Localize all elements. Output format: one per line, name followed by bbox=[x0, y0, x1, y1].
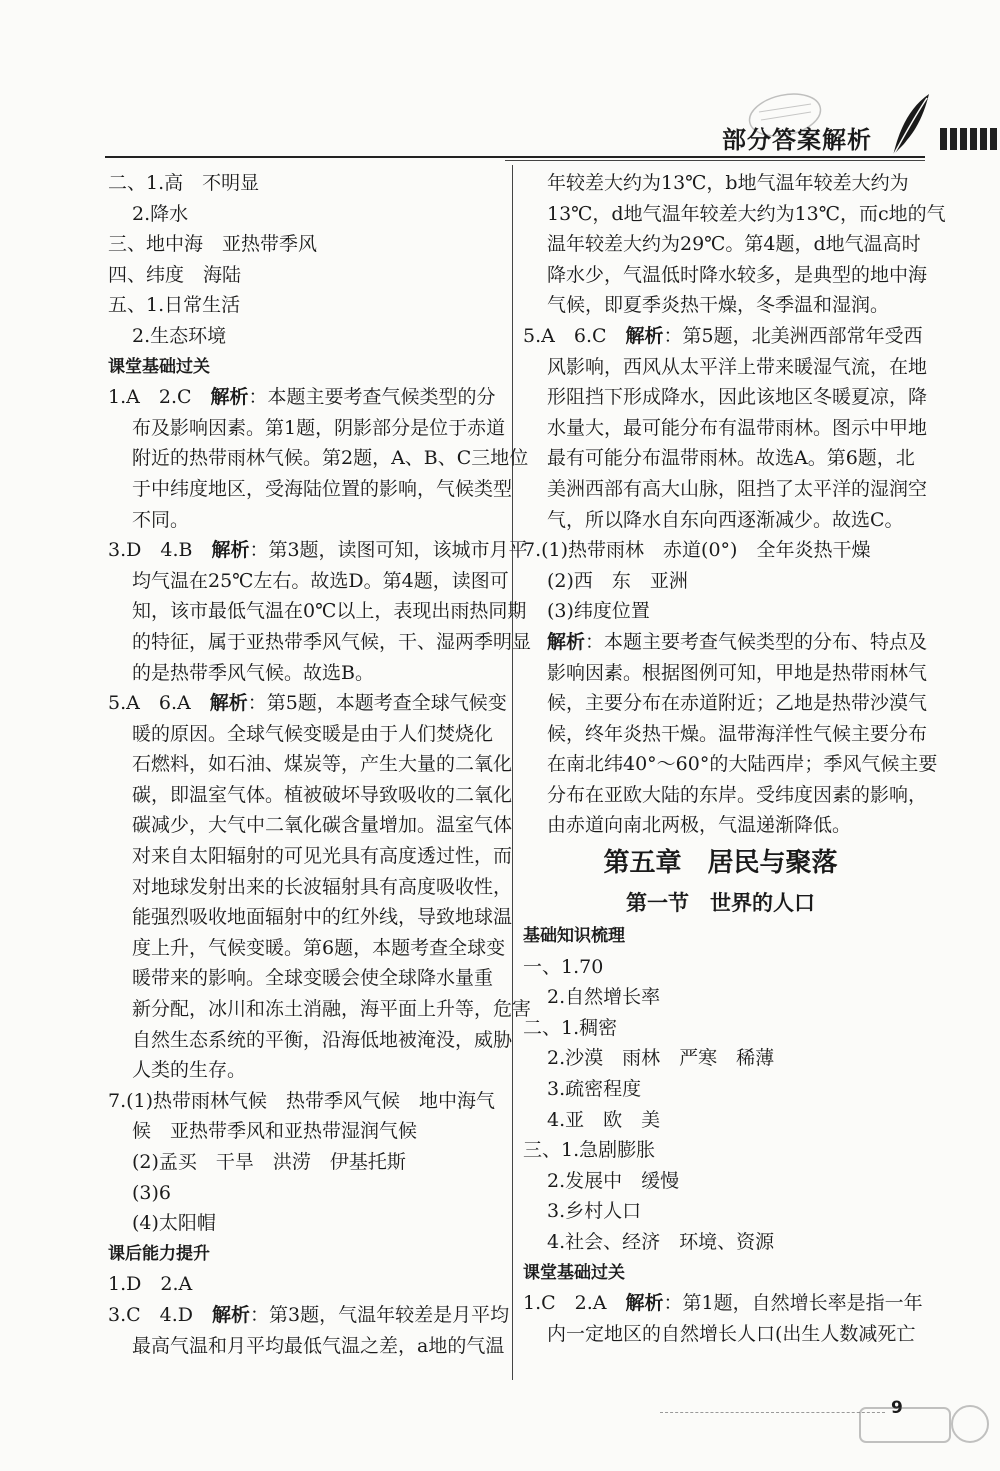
left-line bbox=[108, 1239, 508, 1270]
right-line bbox=[523, 1074, 918, 1105]
line-text: 碳减少，大气中二氧化碳含量增加。温室气体 bbox=[132, 814, 513, 837]
left-line bbox=[108, 596, 527, 627]
line-text: 5.A 6.C bbox=[523, 324, 626, 347]
right-line bbox=[523, 1319, 918, 1350]
line-text: (2)西 东 亚洲 bbox=[547, 569, 688, 592]
right-line bbox=[523, 352, 928, 383]
left-column bbox=[108, 168, 532, 1361]
right-line bbox=[523, 443, 918, 474]
right-line bbox=[523, 413, 928, 444]
line-text: (3)6 bbox=[132, 1181, 172, 1204]
line-text: 5.A 6.A bbox=[108, 692, 210, 715]
watermark-logo bbox=[850, 1400, 1000, 1460]
right-line bbox=[523, 921, 918, 952]
analysis-label: 解析 bbox=[547, 630, 586, 653]
line-text: 第五章 居民与聚落 bbox=[603, 848, 838, 879]
right-line bbox=[523, 952, 918, 983]
line-text: 课堂基础过关 bbox=[523, 1262, 625, 1283]
line-text: 第一节 世界的人口 bbox=[626, 891, 815, 916]
left-line bbox=[108, 1208, 508, 1239]
right-line bbox=[523, 780, 928, 811]
line-text: 温年较差大约为29℃。第4题，d地气温高时 bbox=[547, 233, 921, 256]
left-line bbox=[108, 963, 508, 994]
analysis-label: 解析 bbox=[625, 1292, 664, 1315]
line-text: 自然生态系统的平衡，沿海低地被淹没，威胁 bbox=[132, 1028, 513, 1051]
line-text: 人类的生存。 bbox=[132, 1059, 247, 1082]
line-text: 候，终年炎热干燥。温带海洋性气候主要分布 bbox=[547, 722, 928, 745]
left-line bbox=[108, 1300, 508, 1331]
line-text: 均气温在25℃左右。故选D。第4题，读图可 bbox=[132, 569, 509, 592]
analysis-label: 解析 bbox=[625, 324, 664, 347]
line-text: 布及影响因素。第1题，阴影部分是位于赤道 bbox=[132, 416, 506, 439]
left-line bbox=[108, 1331, 508, 1362]
line-text: 四、纬度 海陆 bbox=[108, 263, 242, 286]
line-text: 的特征，属于亚热带季风气候，干、湿两季明显 bbox=[132, 630, 532, 653]
line-text: 3.疏密程度 bbox=[547, 1078, 642, 1101]
right-line bbox=[523, 290, 918, 321]
line-text: 4.亚 欧 美 bbox=[547, 1108, 661, 1131]
header-decoration bbox=[940, 128, 1000, 154]
line-text: 一、1.70 bbox=[523, 955, 604, 978]
right-line bbox=[523, 168, 918, 199]
right-line bbox=[523, 719, 928, 750]
analysis-label: 解析 bbox=[212, 1303, 251, 1326]
line-text: 最高气温和月平均最低气温之差，a地的气温 bbox=[132, 1334, 505, 1357]
left-line bbox=[108, 168, 508, 199]
right-line bbox=[523, 199, 946, 230]
left-line bbox=[108, 260, 508, 291]
line-text: 能强烈吸收地面辐射中的红外线，导致地球温 bbox=[132, 906, 513, 929]
page-number: 9 bbox=[891, 1398, 903, 1418]
line-text: 对地球发射出来的长波辐射具有高度吸收性， bbox=[132, 875, 513, 898]
right-line bbox=[523, 1135, 918, 1166]
left-line bbox=[108, 1147, 508, 1178]
right-line bbox=[523, 1043, 918, 1074]
line-text: 于中纬度地区，受海陆位置的影响，气候类型 bbox=[132, 477, 513, 500]
line-text: 石燃料，如石油、煤炭等，产生大量的二氧化 bbox=[132, 753, 513, 776]
left-line bbox=[108, 872, 513, 903]
right-line bbox=[523, 1105, 918, 1136]
right-line bbox=[523, 841, 918, 885]
right-line bbox=[523, 749, 938, 780]
line-text: 3.D 4.B bbox=[108, 539, 212, 562]
left-line bbox=[108, 902, 513, 933]
line-text: 最有可能分布温带雨林。故选A。第6题，北 bbox=[547, 447, 915, 470]
quill-icon bbox=[885, 90, 935, 160]
line-text: 内一定地区的自然增长人口(出生人数减死亡 bbox=[547, 1322, 916, 1345]
line-text: 2.沙漠 雨林 严寒 稀薄 bbox=[547, 1047, 775, 1070]
right-line bbox=[523, 1166, 918, 1197]
left-line bbox=[108, 627, 532, 658]
line-text: 3.C 4.D bbox=[108, 1303, 213, 1326]
left-line bbox=[108, 1116, 508, 1147]
right-line bbox=[523, 688, 928, 719]
line-text: 暖的原因。全球气候变暖是由于人们焚烧化 bbox=[132, 722, 494, 745]
line-text: 7.(1)热带雨林气候 热带季风气候 地中海气 bbox=[108, 1089, 496, 1112]
line-text: 降水少，气温低时降水较多，是典型的地中海 bbox=[547, 263, 928, 286]
left-line bbox=[108, 1025, 513, 1056]
line-text-rest: ：本题主要考查气候类型的分 bbox=[248, 386, 496, 409]
right-line bbox=[523, 1258, 918, 1289]
line-text: 7.(1)热带雨林 赤道(0°) 全年炎热干燥 bbox=[523, 539, 871, 562]
line-text: 1.D 2.A bbox=[108, 1273, 193, 1296]
left-line bbox=[108, 474, 513, 505]
line-text: 13℃，d地气温年较差大约为13℃，而c地的气 bbox=[547, 202, 946, 225]
line-text: 影响因素。根据图例可知，甲地是热带雨林气 bbox=[547, 661, 928, 684]
line-text: 1.A 2.C bbox=[108, 386, 211, 409]
left-line bbox=[108, 199, 508, 230]
line-text: 2.自然增长率 bbox=[547, 986, 661, 1009]
left-line bbox=[108, 810, 513, 841]
line-text: 2.生态环境 bbox=[132, 324, 227, 347]
analysis-label: 解析 bbox=[209, 692, 248, 715]
line-text: 年较差大约为13℃，b地气温年较差大约为 bbox=[547, 172, 909, 194]
line-text: 气候，即夏季炎热干燥，冬季温和湿润。 bbox=[547, 294, 890, 317]
line-text: 课后能力提升 bbox=[108, 1243, 210, 1264]
column-divider bbox=[512, 165, 513, 1380]
right-line bbox=[523, 566, 918, 597]
line-text: 的是热带季风气候。故选B。 bbox=[132, 661, 374, 684]
line-text: 分布在亚欧大陆的东岸。受纬度因素的影响， bbox=[547, 783, 928, 806]
line-text: (4)太阳帽 bbox=[132, 1212, 216, 1235]
line-text: 对来自太阳辐射的可见光具有高度透过性，而 bbox=[132, 845, 513, 868]
line-text: 风影响，西风从太平洋上带来暖湿气流，在地 bbox=[547, 355, 928, 378]
line-text: 二、1.稠密 bbox=[523, 1016, 618, 1039]
right-line bbox=[523, 1013, 918, 1044]
right-line bbox=[523, 1227, 918, 1258]
line-text: 3.乡村人口 bbox=[547, 1200, 642, 1223]
page-header-title: 部分答案解析 bbox=[722, 126, 872, 154]
header-rule-thin bbox=[505, 160, 925, 161]
line-text-rest: ：第3题，气温年较差是月平均 bbox=[250, 1303, 510, 1326]
right-line bbox=[523, 382, 928, 413]
left-line bbox=[108, 535, 528, 566]
line-text: 候，主要分布在赤道附近；乙地是热带沙漠气 bbox=[547, 692, 928, 715]
right-line bbox=[523, 627, 928, 658]
right-line bbox=[523, 260, 928, 291]
right-line bbox=[523, 321, 923, 352]
left-line bbox=[108, 1055, 508, 1086]
left-line bbox=[108, 382, 508, 413]
line-text-rest: ：第5题，本题考查全球气候变 bbox=[247, 692, 507, 715]
left-line bbox=[108, 566, 508, 597]
right-line bbox=[523, 229, 921, 260]
line-text: (2)孟买 干旱 洪涝 伊基托斯 bbox=[132, 1151, 406, 1173]
left-line bbox=[108, 749, 513, 780]
left-line bbox=[108, 413, 508, 444]
right-line bbox=[523, 885, 918, 921]
left-line bbox=[108, 1086, 508, 1117]
left-line bbox=[108, 933, 508, 964]
left-line bbox=[108, 321, 508, 352]
line-text: 三、1.急剧膨胀 bbox=[523, 1139, 656, 1162]
left-line bbox=[108, 1178, 508, 1209]
line-text: 1.C 2.A bbox=[523, 1292, 626, 1315]
line-text-rest: ：第5题，北美洲西部常年受西 bbox=[663, 324, 923, 347]
line-text: 二、1.高 不明显 bbox=[108, 172, 260, 194]
line-text: 不同。 bbox=[132, 508, 190, 531]
right-line bbox=[523, 1196, 918, 1227]
right-line bbox=[523, 505, 918, 536]
line-text: 附近的热带雨林气候。第2题，A、B、C三地位 bbox=[132, 447, 529, 470]
right-line bbox=[523, 474, 928, 505]
line-text: 五、1.日常生活 bbox=[108, 294, 241, 317]
left-line bbox=[108, 352, 508, 383]
right-line bbox=[523, 810, 918, 841]
analysis-label: 解析 bbox=[210, 386, 249, 409]
line-text: 水量大，最可能分布有温带雨林。图示中甲地 bbox=[547, 416, 928, 439]
line-text: 4.社会、经济 环境、资源 bbox=[547, 1231, 775, 1253]
line-text-rest: ：第3题，读图可知，该城市月平 bbox=[249, 539, 528, 562]
left-line bbox=[108, 780, 513, 811]
header-rule bbox=[105, 156, 925, 158]
left-line bbox=[108, 505, 508, 536]
line-text: 气，所以降水自东向西逐渐减少。故选C。 bbox=[547, 508, 904, 531]
right-line bbox=[523, 1288, 923, 1319]
line-text-rest: ：第1题，自然增长率是指一年 bbox=[663, 1292, 923, 1315]
left-line bbox=[108, 1269, 508, 1300]
line-text: 由赤道向南北两极，气温递渐降低。 bbox=[547, 814, 852, 837]
line-text: 美洲西部有高大山脉，阻挡了太平洋的湿润空 bbox=[547, 477, 928, 500]
line-text: 在南北纬40°～60°的大陆西岸；季风气候主要 bbox=[547, 753, 938, 776]
line-text: 候 亚热带季风和亚热带湿润气候 bbox=[132, 1120, 418, 1143]
right-column bbox=[523, 168, 946, 1349]
line-text: 暖带来的影响。全球变暖会使全球降水量重 bbox=[132, 967, 494, 990]
line-text: 碳，即温室气体。植被破坏导致吸收的二氧化 bbox=[132, 783, 513, 806]
left-line bbox=[108, 229, 508, 260]
right-line bbox=[523, 535, 918, 566]
left-line bbox=[108, 658, 508, 689]
line-text-rest: ：本题主要考查气候类型的分布、特点及 bbox=[585, 630, 928, 653]
line-text: 2.降水 bbox=[132, 202, 189, 225]
line-text: 度上升，气候变暖。第6题，本题考查全球变 bbox=[132, 936, 506, 959]
right-line bbox=[523, 982, 918, 1013]
line-text: 新分配，冰川和冻土消融，海平面上升等，危害 bbox=[132, 998, 532, 1021]
left-line bbox=[108, 841, 513, 872]
left-line bbox=[108, 688, 508, 719]
line-text: 基础知识梳理 bbox=[523, 926, 625, 947]
left-line bbox=[108, 443, 529, 474]
line-text: (3)纬度位置 bbox=[547, 600, 650, 623]
line-text: 2.发展中 缓慢 bbox=[547, 1169, 680, 1192]
line-text: 形阻挡下形成降水，因此该地区冬暖夏凉，降 bbox=[547, 386, 928, 409]
right-line bbox=[523, 596, 918, 627]
right-line bbox=[523, 658, 928, 689]
left-line bbox=[108, 290, 508, 321]
analysis-label: 解析 bbox=[211, 539, 250, 562]
line-text: 课堂基础过关 bbox=[108, 356, 210, 377]
left-line bbox=[108, 994, 532, 1025]
line-text: 知，该市最低气温在0℃以上，表现出雨热同期 bbox=[132, 600, 527, 623]
line-text: 三、地中海 亚热带季风 bbox=[108, 233, 318, 256]
left-line bbox=[108, 719, 508, 750]
